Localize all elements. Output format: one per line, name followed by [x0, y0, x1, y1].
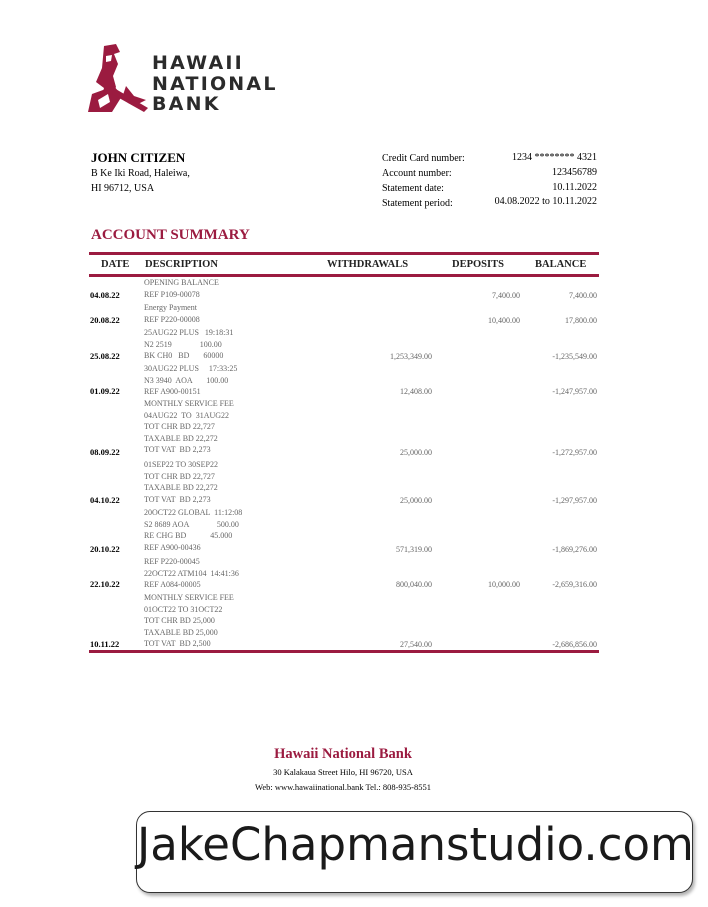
- credit-card-value: 1234 ******** 4321: [512, 152, 597, 163]
- logo-text-line-3: BANK: [152, 93, 221, 115]
- row-description: 30AUG22 PLUS 17:33:25 N3 3940 AOA 100.00 REF A900-00151: [144, 364, 238, 396]
- account-summary-title: ACCOUNT SUMMARY: [91, 227, 250, 243]
- row-balance: -1,297,957.00: [552, 496, 597, 505]
- row-date: 25.08.22: [90, 351, 120, 361]
- row-balance: -2,686,856.00: [552, 640, 597, 649]
- row-date: 04.08.22: [90, 290, 120, 300]
- row-balance: -1,235,549.00: [552, 352, 597, 361]
- row-withdrawal: 800,040.00: [396, 580, 432, 589]
- watermark-box: [136, 811, 693, 893]
- footer-contact: Web: www.hawaiinational.bank Tel.: 808-935-8551: [254, 782, 431, 792]
- watermark-text: JakeChapmanstudio.com: [137, 818, 694, 871]
- row-description: 25AUG22 PLUS 19:18:31 N2 2519 100.00 BK CH0 BD 60000: [144, 328, 234, 360]
- account-number-value: 123456789: [552, 167, 597, 178]
- customer-name: JOHN CITIZEN: [91, 150, 186, 165]
- row-description: 01SEP22 TO 30SEP22 TOT CHR BD 22,727 TAXABLE BD 22,272 TOT VAT BD 2,273: [144, 460, 218, 504]
- row-balance: -1,272,957.00: [552, 448, 597, 457]
- row-description: MONTHLY SERVICE FEE 01OCT22 TO 31OCT22 TOT CHR BD 25,000 TAXABLE BD 25,000 TOT VAT BD 2,500: [144, 593, 234, 648]
- row-balance: 7,400.00: [569, 291, 597, 300]
- row-withdrawal: 1,253,349.00: [390, 352, 432, 361]
- statement-date-value: 10.11.2022: [552, 182, 597, 193]
- logo-text-line-2: NATIONAL: [152, 73, 278, 95]
- customer-address-line1: B Ke Iki Road, Haleiwa,: [91, 168, 190, 179]
- row-description: 20OCT22 GLOBAL 11:12:08 S2 8689 AOA 500.00 RE CHG BD 45.000 REF A900-00436: [144, 508, 243, 552]
- column-header-date: DATE: [101, 259, 130, 270]
- row-balance: -1,247,957.00: [552, 387, 597, 396]
- column-header-description: DESCRIPTION: [145, 259, 218, 270]
- row-date: 20.10.22: [90, 544, 120, 554]
- row-description: MONTHLY SERVICE FEE 04AUG22 TO 31AUG22 TOT CHR BD 22,727 TAXABLE BD 22,272 TOT VAT BD 2,273: [144, 399, 234, 454]
- row-withdrawal: 25,000.00: [400, 448, 432, 457]
- statement-period-value: 04.08.2022 to 10.11.2022: [494, 196, 597, 207]
- row-date: 20.08.22: [90, 315, 120, 325]
- row-deposit: 10,400.00: [488, 316, 520, 325]
- row-withdrawal: 27,540.00: [400, 640, 432, 649]
- logo-text-line-1: HAWAII: [152, 52, 244, 74]
- row-deposit: 7,400.00: [492, 291, 520, 300]
- row-description: OPENING BALANCE REF P109-00078: [144, 278, 219, 299]
- row-balance: 17,800.00: [565, 316, 597, 325]
- account-number-label: Account number:: [382, 168, 452, 179]
- row-deposit: 10,000.00: [488, 580, 520, 589]
- table-bottom-rule: [89, 650, 599, 653]
- row-date: 04.10.22: [90, 495, 120, 505]
- footer-address: 30 Kalakaua Street Hilo, HI 96720, USA: [273, 767, 413, 777]
- row-balance: -1,869,276.00: [552, 545, 597, 554]
- column-header-deposits: DEPOSITS: [452, 259, 504, 270]
- row-withdrawal: 25,000.00: [400, 496, 432, 505]
- row-description: Energy Payment REF P220-00008: [144, 303, 200, 324]
- customer-address-line2: HI 96712, USA: [91, 183, 155, 194]
- bank-logo: [86, 42, 278, 117]
- row-date: 22.10.22: [90, 579, 120, 589]
- row-withdrawal: 571,319.00: [396, 545, 432, 554]
- credit-card-label: Credit Card number:: [382, 153, 465, 164]
- statement-period-label: Statement period:: [382, 198, 453, 209]
- row-date: 08.09.22: [90, 447, 120, 457]
- row-date: 01.09.22: [90, 386, 120, 396]
- row-balance: -2,659,316.00: [552, 580, 597, 589]
- row-description: REF P220-00045 22OCT22 ATM104 14:41:36 REF A084-00005: [144, 557, 239, 589]
- row-withdrawal: 12,408.00: [400, 387, 432, 396]
- column-header-withdrawals: WITHDRAWALS: [327, 259, 409, 270]
- row-date: 10.11.22: [90, 639, 120, 649]
- table-top-rule: [89, 252, 599, 255]
- footer-bank-name: Hawaii National Bank: [274, 746, 412, 762]
- column-header-balance: BALANCE: [535, 259, 587, 270]
- statement-date-label: Statement date:: [382, 183, 444, 194]
- warrior-helmet-icon: [86, 42, 152, 117]
